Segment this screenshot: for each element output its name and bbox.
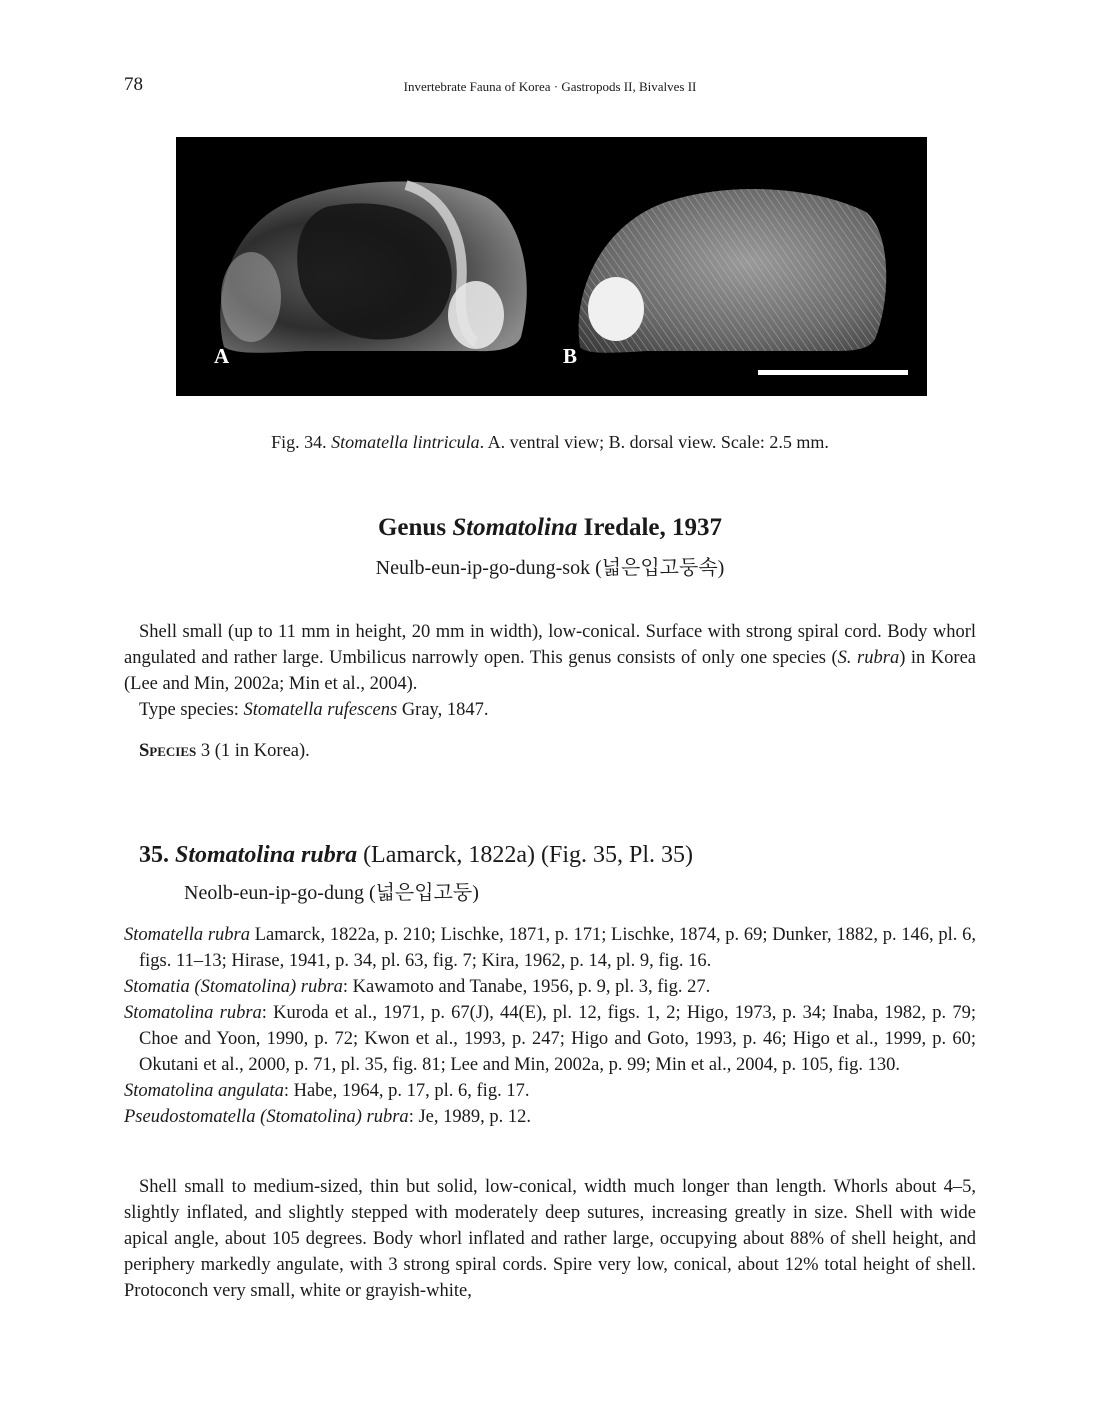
- genus-author: Iredale, 1937: [577, 514, 723, 541]
- synonym-refs: : Kawamoto and Tanabe, 1956, p. 9, pl. 3, fig. 27.: [342, 977, 711, 997]
- shell-b-dorsal-view: [579, 189, 887, 353]
- shell-a-ventral-view: [220, 181, 527, 352]
- species-heading: [139, 842, 693, 869]
- species-korean-name: Neolb-eun-ip-go-dung (넓은입고둥): [184, 882, 479, 904]
- synonym-name: Pseudostomatella (Stomatolina) rubra: [124, 1107, 409, 1127]
- synonym-refs: Lamarck, 1822a, p. 210; Lischke, 1871, p. 171; Lischke, 1874, p. 69; Dunker, 1882, p. 146, pl. 6, figs. 11–13; Hirase, 1941, p. 34, pl. 63, fig. 7; Kira, 1962, p. 14, pl. 9, fig. 16.: [139, 925, 977, 971]
- synonym-refs: : Je, 1989, p. 12.: [408, 1107, 531, 1127]
- synonymy-entry: [124, 922, 976, 974]
- genus-desc-text-2: ) in Korea (Lee and Min, 2002a; Min et al., 2004).: [124, 648, 976, 694]
- species-label: Species: [139, 741, 197, 761]
- species-count: [139, 741, 310, 762]
- caption-species: Stomatella lintricula: [331, 432, 480, 452]
- shell-photographs: [176, 137, 927, 396]
- panel-label-b: B: [563, 344, 578, 368]
- genus-desc-text: Shell small (up to 11 mm in height, 20 mm in width), low-conical. Surface with strong spiral cord. Body whorl angulated and rather large. Umbilicus narrowly open. This genus consists of only one species (: [124, 622, 976, 668]
- synonymy-list: [124, 922, 976, 1130]
- synonym-name: Stomatolina angulata: [124, 1081, 284, 1101]
- scale-bar: [758, 370, 908, 375]
- page-number: 78: [124, 74, 143, 95]
- caption-text: . A. ventral view; B. dorsal view. Scale: 2.5 mm.: [479, 432, 829, 452]
- type-species-author: Gray, 1847.: [397, 700, 489, 720]
- synonym-name: Stomatolina rubra: [124, 1003, 262, 1023]
- species-description: Shell small to medium-sized, thin but solid, low-conical, width much longer than length. Whorls about 4–5, slightly inflated, and slightly stepped with moderately deep sutures, increasing greatly in size. Shell with wide apical angle, about 105 degrees. Body whorl inflated and rather large, occupying about 88% of shell height, and periphery markedly angulate, with 3 strong spiral cords. Spire very low, conical, about 12% total height of shell. Protoconch very small, white or grayish-white,: [124, 1177, 976, 1301]
- synonymy-entry: [124, 1078, 976, 1104]
- species-author-refs: (Lamarck, 1822a) (Fig. 35, Pl. 35): [357, 842, 693, 868]
- genus-name: Stomatolina: [452, 514, 578, 541]
- synonymy-entry: [124, 974, 976, 1000]
- genus-korean-name: Neulb-eun-ip-go-dung-sok (넓은입고둥속): [375, 557, 725, 579]
- genus-title: [0, 514, 1100, 542]
- species-number: 35.: [139, 842, 169, 868]
- genus-prefix: Genus: [377, 514, 453, 541]
- synonym-refs: : Kuroda et al., 1971, p. 67(J), 44(E), pl. 12, figs. 1, 2; Higo, 1973, p. 34; Inaba, 1982, p. 79; Choe and Yoon, 1990, p. 72; Kwon et al., 1993, p. 247; Higo and Goto, 1993, p. 46; Higo et al., 1999, p. 60; Okutani et al., 2000, p. 71, pl. 35, fig. 81; Lee and Min, 2002a, p. 99; Min et al., 2004, p. 105, fig. 130.: [139, 1003, 977, 1075]
- type-species: [124, 697, 976, 723]
- species-name: Stomatolina rubra: [175, 842, 358, 868]
- synonymy-entry: [124, 1104, 976, 1130]
- figure-photo: [176, 137, 927, 396]
- type-species-name: Stomatella rufescens: [243, 700, 398, 720]
- type-species-label: Type species:: [139, 700, 244, 720]
- synonymy-entry: [124, 1000, 976, 1078]
- caption-number: Fig. 34.: [271, 432, 327, 452]
- synonym-refs: : Habe, 1964, p. 17, pl. 6, fig. 17.: [283, 1081, 530, 1101]
- synonym-name: Stomatia (Stomatolina) rubra: [124, 977, 343, 997]
- running-head: Invertebrate Fauna of Korea · Gastropods II, Bivalves II: [403, 79, 697, 94]
- panel-label-a: A: [214, 344, 230, 368]
- genus-description: [124, 619, 976, 697]
- synonym-name: Stomatella rubra: [124, 925, 251, 945]
- genus-desc-species: S. rubra: [837, 648, 900, 668]
- figure-caption: [0, 432, 1100, 453]
- species-count-text: 3 (1 in Korea).: [196, 741, 310, 761]
